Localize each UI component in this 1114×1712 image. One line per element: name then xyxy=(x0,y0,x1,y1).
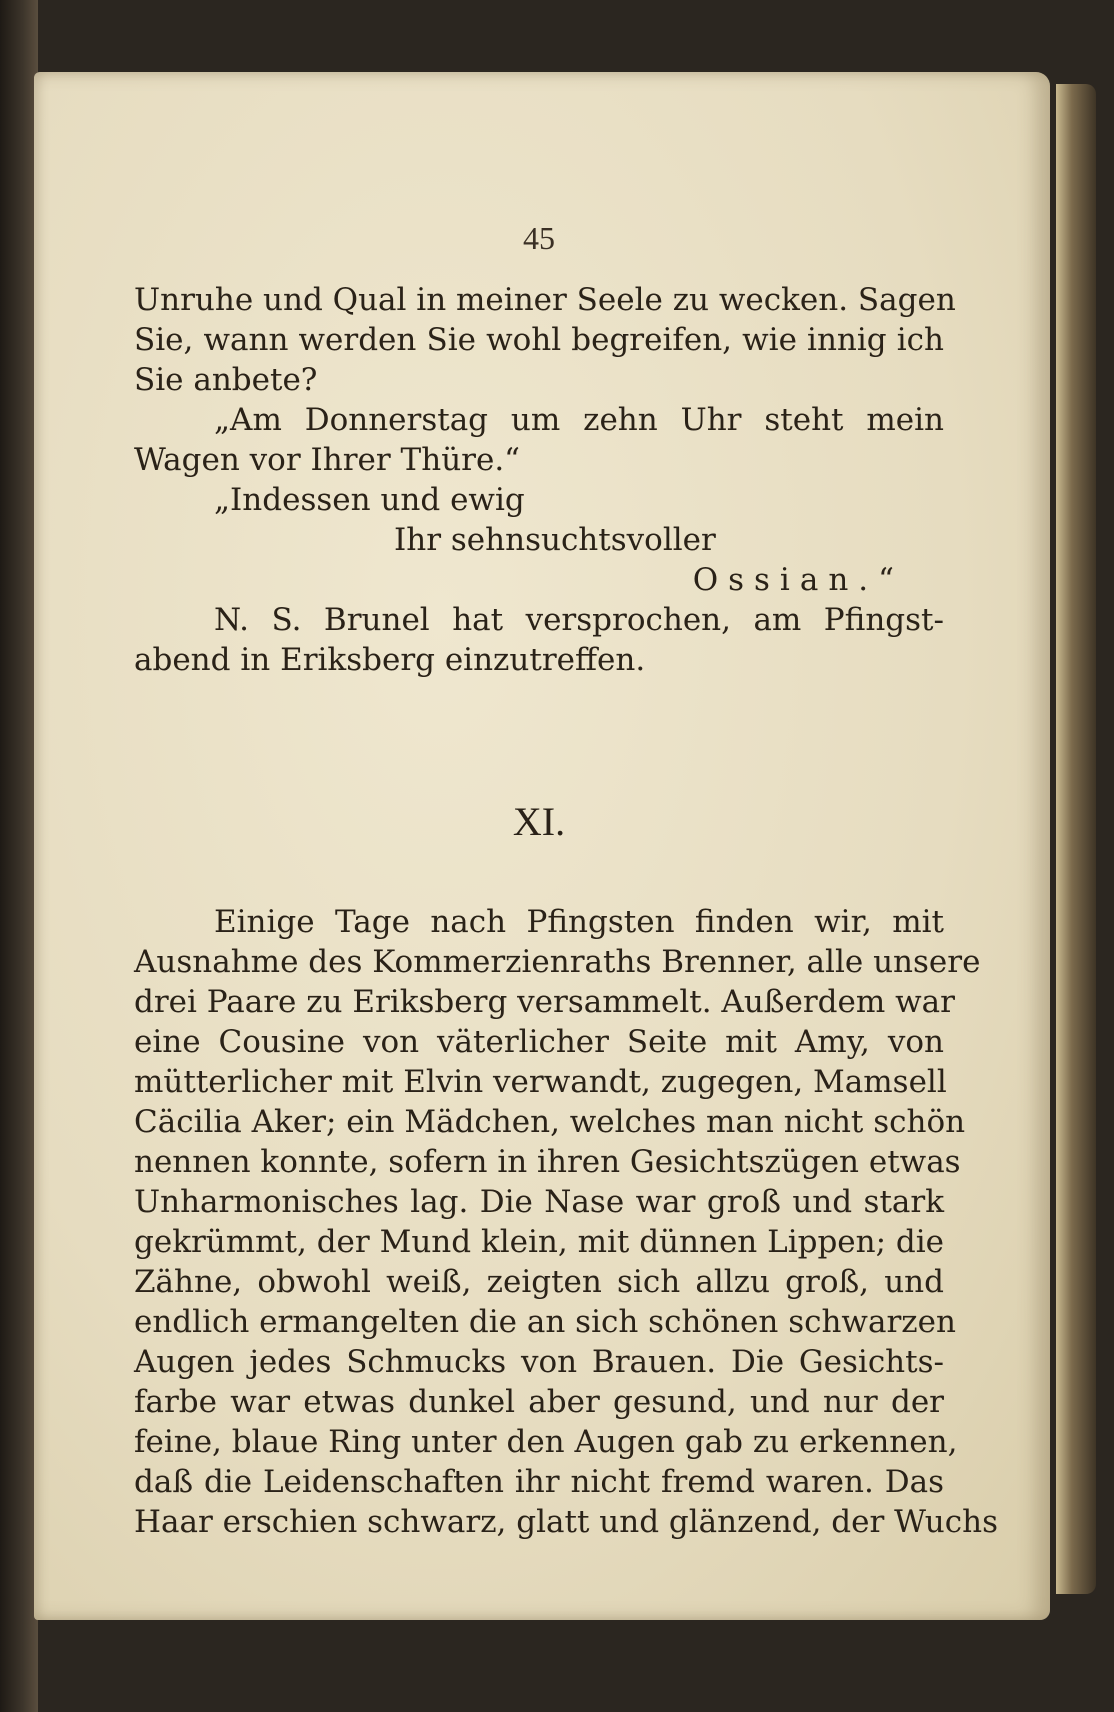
text-line: gekrümmt, der Mund klein, mit dünnen Lippen; die xyxy=(134,1224,945,1260)
text-line: „Indessen und ewig xyxy=(214,482,525,518)
text-line: Sie anbete? xyxy=(134,362,318,398)
text-line: Ausnahme des Kommerzienraths Brenner, alle unsere xyxy=(134,944,981,980)
page-number: 45 xyxy=(523,220,555,256)
text-line: abend in Eriksberg einzutreffen. xyxy=(134,642,646,678)
text-line: Wagen vor Ihrer Thüre.“ xyxy=(134,442,521,478)
text-line: mütterlicher mit Elvin verwandt, zugegen, Mamsell xyxy=(134,1064,947,1100)
text-line: Augen jedes Schmucks von Brauen. Die Gesichts- xyxy=(134,1344,944,1380)
text-line: drei Paare zu Eriksberg versammelt. Außerdem war xyxy=(134,984,955,1020)
text-line: Unruhe und Qual in meiner Seele zu wecken. Sagen xyxy=(134,282,956,318)
text-line: N. S. Brunel hat versprochen, am Pfingst- xyxy=(214,602,944,638)
page-stack-edge xyxy=(1056,84,1096,1594)
text-line: eine Cousine von väterlicher Seite mit Amy, von xyxy=(134,1024,944,1060)
text-line: Unharmonisches lag. Die Nase war groß und stark xyxy=(134,1184,944,1220)
book-binding-edge xyxy=(0,0,38,1712)
text-line: Cäcilia Aker; ein Mädchen, welches man nicht schön xyxy=(134,1104,966,1140)
signature-line: Ossian.“ xyxy=(692,562,904,598)
text-line: Einige Tage nach Pfingsten finden wir, mit xyxy=(214,904,944,940)
page-sheet xyxy=(34,72,1050,1620)
text-line: nennen konnte, sofern in ihren Gesichtszügen etwas xyxy=(134,1144,961,1180)
text-line: feine, blaue Ring unter den Augen gab zu erkennen, xyxy=(134,1424,958,1460)
text-line: daß die Leidenschaften ihr nicht fremd waren. Das xyxy=(134,1464,944,1500)
text-line: Ihr sehnsuchtsvoller xyxy=(394,522,716,558)
text-line: endlich ermangelten die an sich schönen schwarzen xyxy=(134,1304,956,1340)
text-line: Haar erschien schwarz, glatt und glänzend, der Wuchs xyxy=(134,1504,998,1540)
text-line: Zähne, obwohl weiß, zeigten sich allzu groß, und xyxy=(134,1264,944,1300)
text-line: „Am Donnerstag um zehn Uhr steht mein xyxy=(214,402,944,438)
text-line: farbe war etwas dunkel aber gesund, und nur der xyxy=(134,1384,944,1420)
text-line: Sie, wann werden Sie wohl begreifen, wie innig ich xyxy=(134,322,944,358)
section-heading: XI. xyxy=(512,799,566,844)
